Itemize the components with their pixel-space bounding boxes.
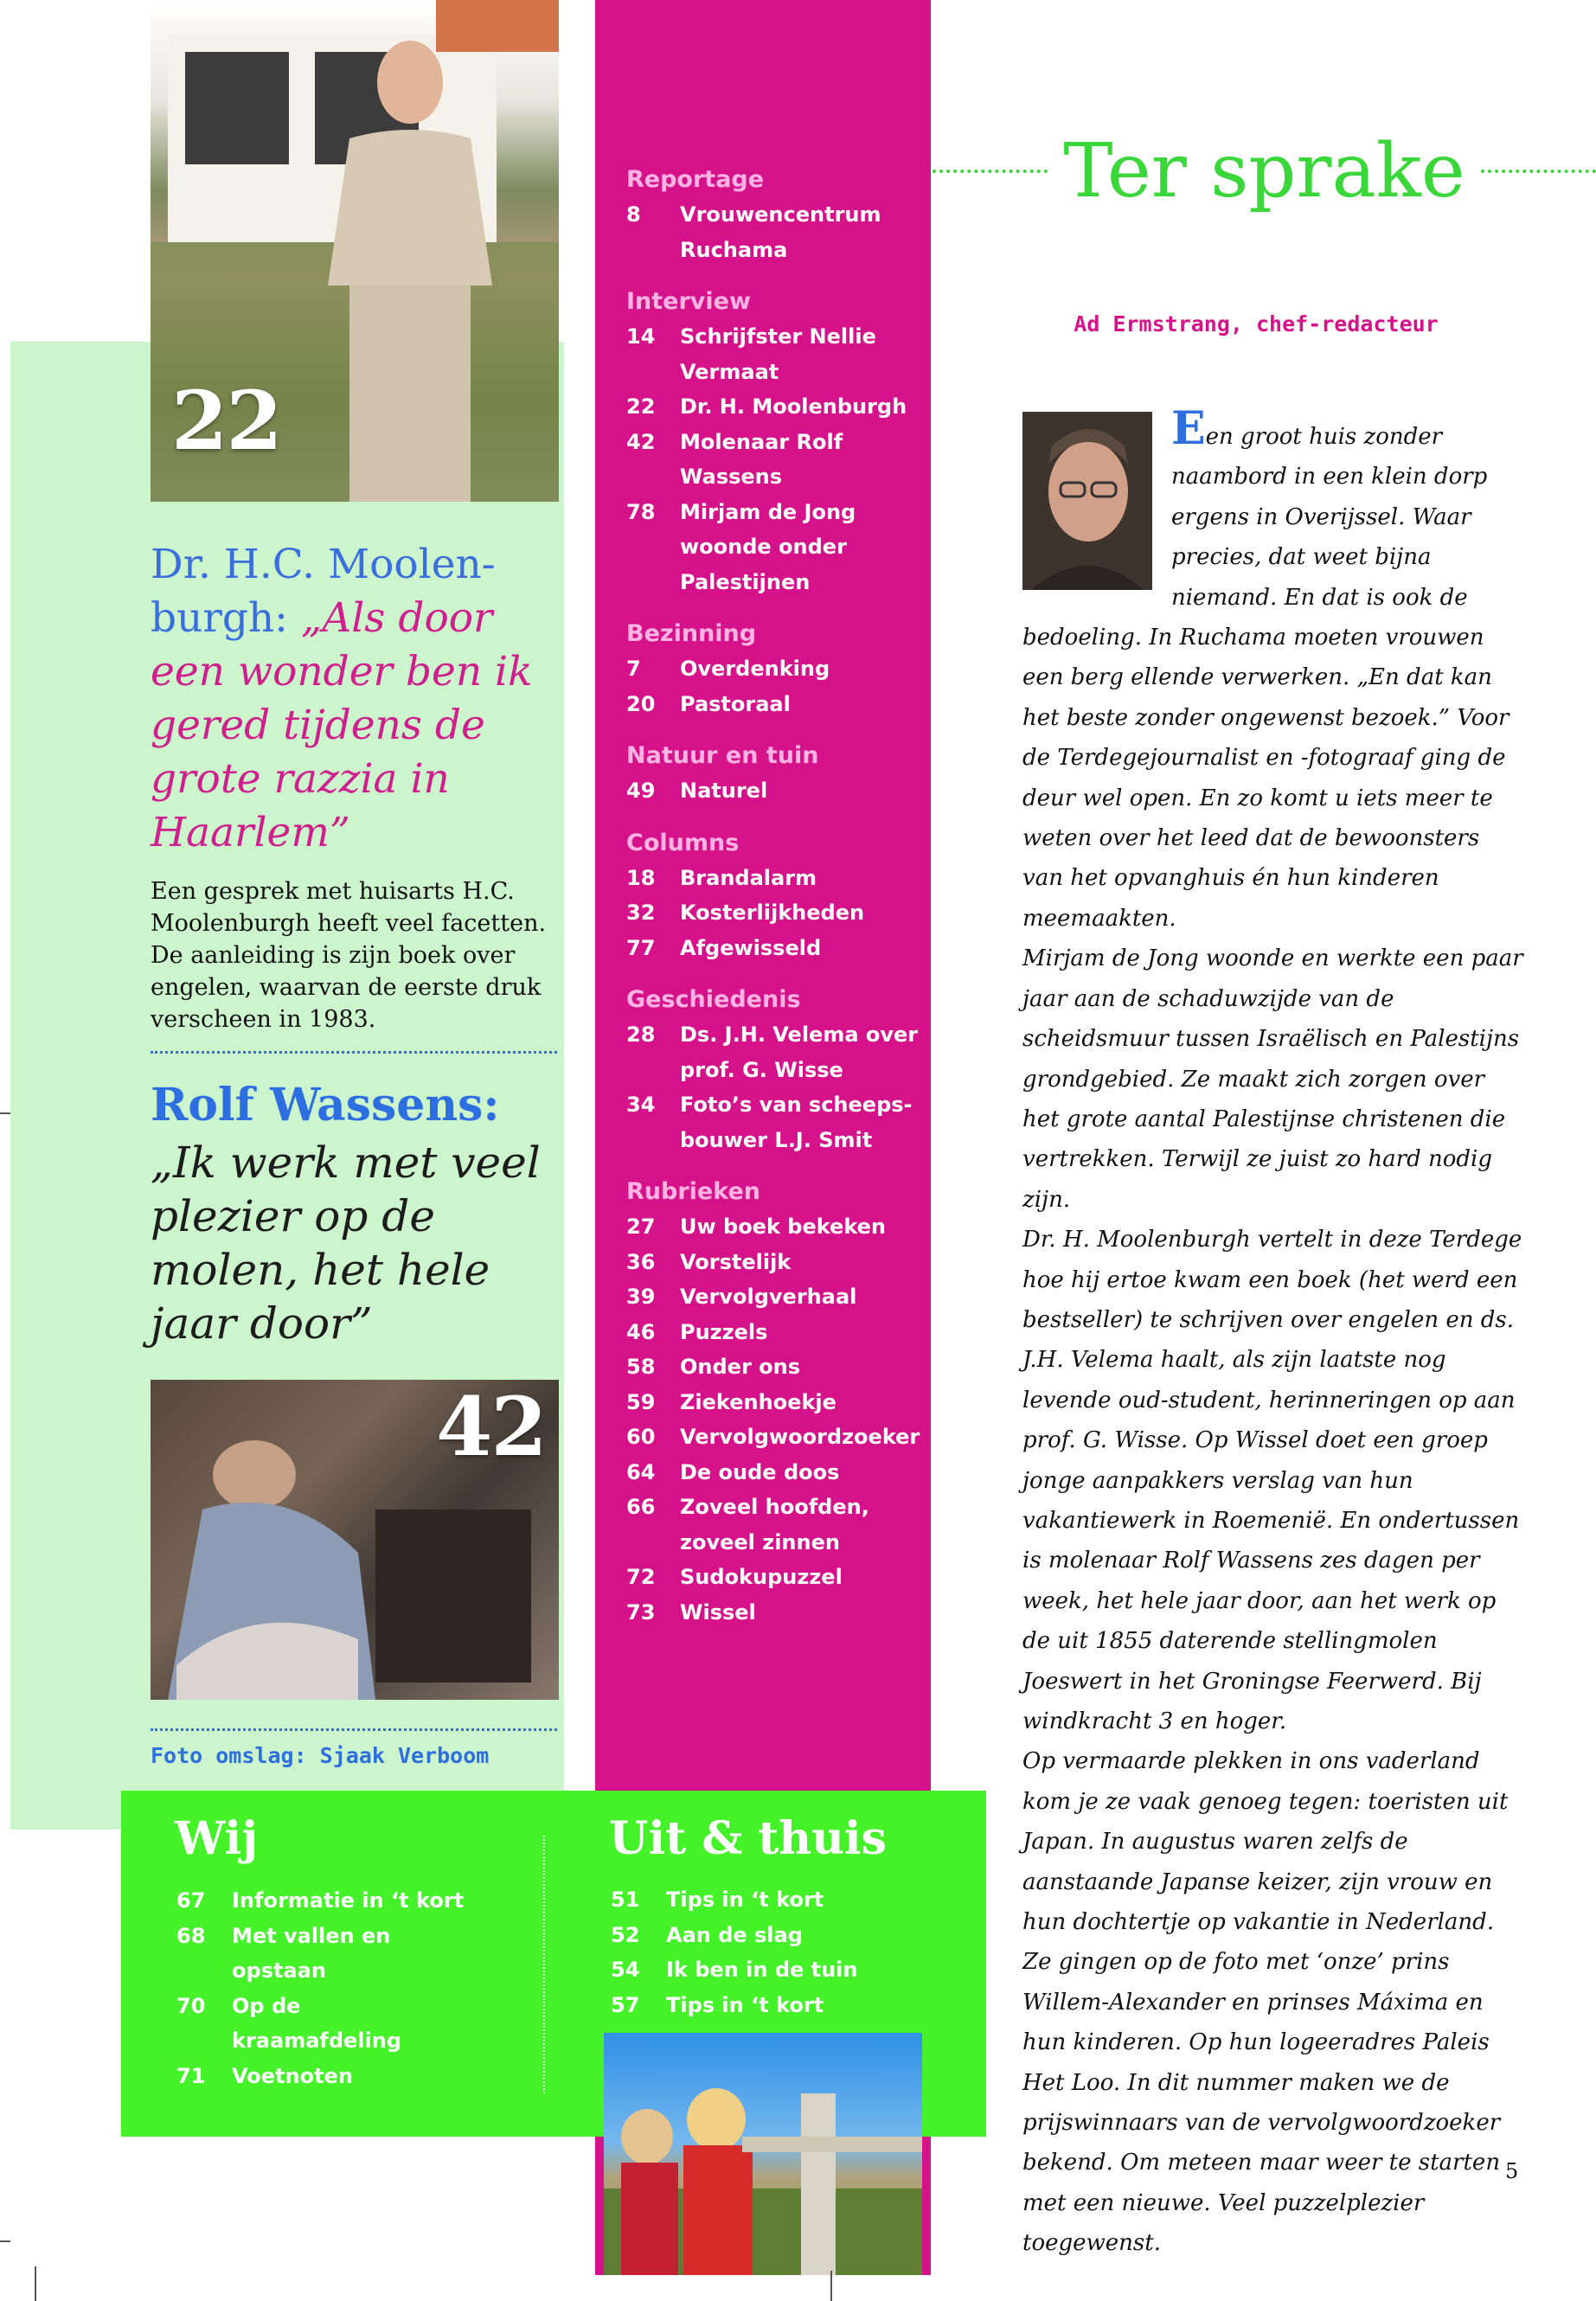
toc-title: Mirjam de Jong woonde onder Palestijnen xyxy=(680,499,856,594)
toc-title: Ds. J.H. Velema over prof. G. Wisse xyxy=(680,1022,919,1082)
toc-page: 28 xyxy=(626,1022,656,1047)
feature1-heading-name: Dr. H.C. Moolen-burgh: xyxy=(151,541,496,642)
toc-entry[interactable] xyxy=(626,1385,920,1420)
toc-title: Molenaar Rolf Wassens xyxy=(680,429,843,489)
paragraph-text: en groot huis zonder naambord in een klein dorp ergens in Overijssel. Waar precies, dat weet bijna niemand. En dat is ook de bedoeling. In Ruchama moeten vrouwen een berg ellende verwerken. „En dat kan het beste zonder ongewenst bezoek.” Voor de Terdegejournalist en -fotograaf ging de deur wel open. En zo komt u iets meer te weten over het leed dat de bewoonsters van het opvanghuis én hun kinderen meemaakten. xyxy=(1022,424,1509,932)
toc-title: Vervolgverhaal xyxy=(680,1285,857,1309)
toc-title: Op de kraamafdeling xyxy=(232,1993,402,2053)
editorial-text xyxy=(1022,402,1524,2264)
section-heading-reportage: Reportage xyxy=(626,166,765,193)
toc-title: Wissel xyxy=(680,1599,756,1625)
section-heading-columns: Columns xyxy=(626,829,740,856)
toc-entry[interactable] xyxy=(176,2059,471,2094)
drop-cap: E xyxy=(1171,402,1206,455)
toc-page: 7 xyxy=(626,657,641,681)
toc-title: Onder ons xyxy=(680,1355,800,1379)
section-heading-geschiedenis: Geschiedenis xyxy=(626,986,801,1013)
toc-page: 36 xyxy=(626,1249,656,1274)
toc-page: 58 xyxy=(626,1355,656,1379)
toc-page: 70 xyxy=(176,1993,206,2018)
toc-title: Tips in ‘t kort xyxy=(666,1992,824,2017)
toc-title: Foto’s van scheeps-bouwer L.J. Smit xyxy=(680,1093,913,1152)
toc-entry[interactable] xyxy=(176,1989,471,2059)
toc-title: Dr. H. Moolenburgh xyxy=(680,394,907,419)
toc-entry[interactable] xyxy=(626,861,920,896)
toc-page: 18 xyxy=(626,865,656,890)
toc-entry[interactable] xyxy=(626,773,920,809)
toc-page: 71 xyxy=(176,2063,206,2088)
toc-title: Overdenking xyxy=(680,657,830,681)
section-divider xyxy=(543,1836,545,2093)
toc-title: Met vallen en opstaan xyxy=(232,1923,391,1983)
toc-page: 14 xyxy=(626,324,656,349)
toc-page: 52 xyxy=(611,1922,640,1947)
toc-page: 32 xyxy=(626,901,656,925)
toc-title: Uw boek bekeken xyxy=(680,1215,887,1239)
toc-entry[interactable] xyxy=(176,1883,471,1919)
toc-page: 64 xyxy=(626,1459,656,1484)
toc-page: 66 xyxy=(626,1495,656,1519)
toc-title: Kosterlijkheden xyxy=(680,901,865,925)
toc-entry[interactable] xyxy=(626,425,920,495)
toc-entry[interactable] xyxy=(626,389,920,425)
toc-page: 34 xyxy=(626,1093,656,1117)
toc-title: Aan de slag xyxy=(666,1922,803,1947)
editorial-paragraph: Dr. H. Moolenburgh vertelt in deze Terdege hoe hij ertoe kwam een boek (het werd een bestseller) te schrijven over engelen en ds. J.H. Velema haalt, als zijn laatste nog levende oud-student, herinneringen op aan prof. G. Wisse. Op Wissel doet een groep jonge aanpakkers verslag van hun vakantiewerk in Roemenië. En ondertussen is molenaar Rolf Wassens zes dagen per week, het hele jaar door, aan het werk op de uit 1855 daterende stellingmolen Joeswert in het Groningse Feerwerd. Bij windkracht 3 en hoger. xyxy=(1022,1227,1522,1734)
table-of-contents xyxy=(626,163,920,1630)
divider xyxy=(151,1051,557,1054)
wij-section-list xyxy=(176,1883,471,2093)
feature1-heading-quote: „Als door een wonder ben ik gered tijdens de grote razzia in Haarlem” xyxy=(151,594,533,856)
toc-title: Voetnoten xyxy=(232,2063,353,2088)
toc-title: Tips in ‘t kort xyxy=(666,1888,824,1912)
children-photo-illustration xyxy=(604,2033,922,2275)
editorial-paragraph: Mirjam de Jong woonde en werkte een paar jaar aan de schaduwzijde van de scheidsmuur tussen Israëlisch en Palestijns grondgebied. Ze maakt zich zorgen over het grote aantal Palestijnse christenen die vertrekken. Terwijl ze juist zo hard nodig zijn. xyxy=(1022,945,1523,1213)
cover-photo-credit: Foto omslag: Sjaak Verboom xyxy=(151,1743,490,1768)
toc-title: Vorstelijk xyxy=(680,1249,792,1274)
toc-title: Sudokupuzzel xyxy=(680,1565,843,1589)
toc-title: Schrijfster Nellie Vermaat xyxy=(680,324,876,384)
toc-title: Vrouwencentrum Ruchama xyxy=(680,202,881,262)
toc-entry[interactable] xyxy=(626,1245,920,1280)
toc-page: 51 xyxy=(611,1888,640,1912)
toc-title: Ziekenhoekje xyxy=(680,1389,836,1414)
toc-entry[interactable] xyxy=(626,687,920,722)
crop-mark xyxy=(0,2240,10,2242)
toc-title: Naturel xyxy=(680,779,768,803)
toc-title: Vervolgwoordzoeker xyxy=(680,1425,920,1449)
toc-page: 27 xyxy=(626,1215,656,1239)
toc-entry[interactable] xyxy=(626,197,920,267)
toc-page: 46 xyxy=(626,1319,656,1344)
uit-thuis-section-title: Uit & thuis xyxy=(609,1812,887,1865)
toc-entry[interactable] xyxy=(626,319,920,389)
divider xyxy=(151,1728,557,1731)
toc-entry[interactable] xyxy=(626,1349,920,1385)
editor-portrait xyxy=(1022,412,1152,590)
toc-entry[interactable] xyxy=(626,1315,920,1350)
toc-entry[interactable] xyxy=(611,1952,905,1988)
toc-page: 73 xyxy=(626,1599,656,1625)
crop-mark xyxy=(830,2271,832,2301)
toc-page: 67 xyxy=(176,1888,206,1913)
editor-portrait-illustration xyxy=(1022,412,1152,590)
toc-entry[interactable] xyxy=(626,1087,920,1157)
toc-entry[interactable] xyxy=(626,1595,920,1631)
feature2-page-number: 42 xyxy=(436,1380,546,1475)
toc-page: 42 xyxy=(626,429,656,454)
feature1-heading xyxy=(151,538,557,860)
toc-entry[interactable] xyxy=(626,1017,920,1087)
toc-title: Ik ben in de tuin xyxy=(666,1958,858,1982)
windmill-photo xyxy=(151,1380,559,1700)
toc-entry[interactable] xyxy=(626,651,920,687)
toc-page: 72 xyxy=(626,1565,656,1589)
toc-page: 39 xyxy=(626,1285,656,1309)
section-heading-natuur-en-tuin: Natuur en tuin xyxy=(626,742,819,769)
wij-section-title: Wij xyxy=(175,1812,259,1865)
toc-page: 20 xyxy=(626,691,656,716)
section-heading-rubrieken: Rubrieken xyxy=(626,1178,760,1205)
toc-entry[interactable] xyxy=(626,1209,920,1245)
feature1-page-number: 22 xyxy=(171,374,281,469)
toc-entry[interactable] xyxy=(176,1919,471,1989)
toc-page: 68 xyxy=(176,1923,206,1948)
toc-page: 49 xyxy=(626,779,656,803)
uit-thuis-section-list xyxy=(611,1882,905,2022)
toc-page: 57 xyxy=(611,1992,640,2017)
ter-sprake-title: Ter sprake xyxy=(1063,128,1465,215)
page-number: 5 xyxy=(1505,2159,1519,2183)
feature1-body: Een gesprek met huisarts H.C. Moolenburgh heeft veel facetten. De aanleiding is zijn boek over engelen, waarvan de eerste druk verscheen in 1983. xyxy=(151,878,547,1033)
toc-entry[interactable] xyxy=(626,931,920,966)
toc-page: 8 xyxy=(626,202,641,227)
toc-title: Brandalarm xyxy=(680,865,817,890)
toc-entry[interactable] xyxy=(626,1560,920,1595)
crop-mark xyxy=(0,1112,10,1114)
toc-title: Afgewisseld xyxy=(680,935,822,960)
toc-entry[interactable] xyxy=(611,1918,905,1953)
toc-page: 60 xyxy=(626,1425,656,1449)
toc-title: Informatie in ‘t kort xyxy=(232,1888,465,1913)
toc-entry[interactable] xyxy=(626,895,920,931)
section-heading-bezinning: Bezinning xyxy=(626,620,757,647)
feature2-quote: „Ik werk met veel plezier op de molen, het hele jaar door” xyxy=(151,1138,541,1349)
toc-entry[interactable] xyxy=(626,495,920,600)
toc-page: 59 xyxy=(626,1389,656,1414)
toc-page: 77 xyxy=(626,935,656,960)
crop-mark xyxy=(35,2266,36,2301)
editorial-paragraph: Op vermaarde plekken in ons vaderland kom je ze vaak genoeg tegen: toeristen uit Japan. In augustus waren zelfs de aanstaande Japanse keizer, zijn vrouw en hun dochtertje op vakantie in Nederland. Ze gingen op de foto met ‘onze’ prins Willem-Alexander en prinses Máxima en hun kinderen. Op hun logeeradres Paleis Het Loo. In dit nummer maken we de prijswinnaars van de vervolgwoordzoeker bekend. Om meteen maar weer te starten met een nieuwe. Veel puzzelplezier toegewenst. xyxy=(1022,1748,1509,2257)
toc-title: Zoveel hoofden, zoveel zinnen xyxy=(680,1495,869,1554)
toc-page: 22 xyxy=(626,394,656,419)
toc-entry[interactable] xyxy=(626,1490,920,1560)
toc-entry[interactable] xyxy=(611,1988,905,2023)
toc-entry[interactable] xyxy=(626,1455,920,1490)
toc-entry[interactable] xyxy=(611,1882,905,1918)
toc-page: 78 xyxy=(626,499,656,524)
title-dotted-rule-left xyxy=(933,170,1048,173)
toc-page: 54 xyxy=(611,1958,640,1982)
feature2-name: Rolf Wassens: xyxy=(151,1079,500,1131)
title-dotted-rule-right xyxy=(1481,170,1596,173)
toc-title: Puzzels xyxy=(680,1319,768,1344)
children-photo xyxy=(604,2033,922,2275)
toc-title: De oude doos xyxy=(680,1459,840,1484)
section-heading-interview: Interview xyxy=(626,288,751,315)
moolenburgh-photo xyxy=(151,0,559,502)
editor-byline: Ad Ermstrang, chef-redacteur xyxy=(1074,311,1439,336)
toc-entry[interactable] xyxy=(626,1420,920,1455)
ter-sprake-header xyxy=(933,128,1596,215)
toc-entry[interactable] xyxy=(626,1279,920,1315)
toc-title: Pastoraal xyxy=(680,691,791,716)
